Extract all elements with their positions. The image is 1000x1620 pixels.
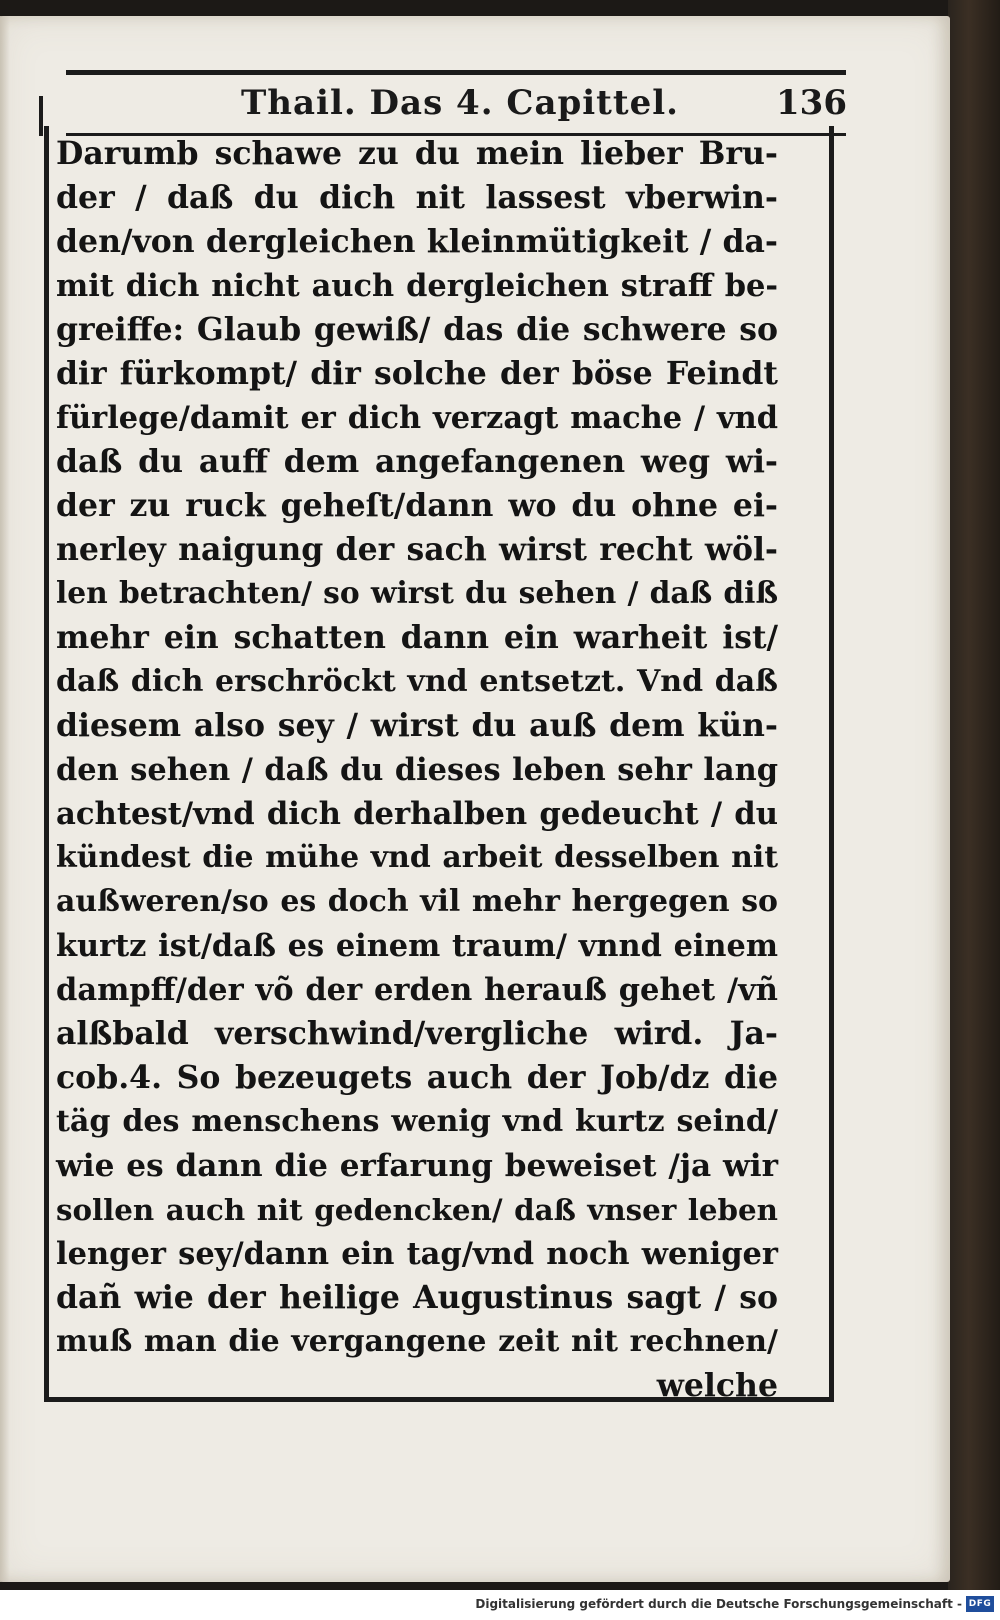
footer-credit-text: Digitalisierung gefördert durch die Deutsche Forschungsgemeinschaft - xyxy=(475,1597,962,1611)
text-line: mit dich nicht auch dergleichen straff be- xyxy=(56,268,778,304)
dfg-logo: DFG xyxy=(966,1596,994,1612)
text-line: Darumb schawe zu du mein lieber Bru- xyxy=(56,135,778,172)
text-line: lenger sey/dann ein tag/vnd noch weniger xyxy=(56,1236,778,1272)
text-line: cob.4. So bezeugets auch der Job/dz die xyxy=(56,1059,778,1096)
text-line: nerley naigung der sach wirst recht wöl- xyxy=(56,531,778,568)
text-line: der zu ruck geheſt/dann wo du ohne ei- xyxy=(56,487,778,524)
text-line: wie es dann die erfarung beweiset /ja wir xyxy=(56,1148,778,1184)
text-line: greiffe: Glaub gewiß/ das die schwere so xyxy=(56,311,778,348)
text-line: muß man die vergangene zeit nit rechnen/ xyxy=(56,1324,778,1359)
text-line: achtest/vnd dich derhalben gedeucht / du xyxy=(56,796,778,832)
text-line: dampff/der võ der erden herauß gehet /vñ xyxy=(56,972,778,1008)
running-head-title: Thail. Das 4. Capittel. xyxy=(241,83,679,123)
text-line: den sehen / daß du dieses leben sehr lang xyxy=(56,752,778,788)
text-line: der / daß du dich nit lassest vberwin- xyxy=(56,179,778,216)
catchword: welche xyxy=(656,1367,778,1404)
text-line: daß du auff dem angefangenen weg wi- xyxy=(56,443,778,480)
text-line: außweren/so es doch vil mehr hergegen so xyxy=(56,884,778,919)
text-line: dir fürkompt/ dir solche der böse Feindt xyxy=(56,355,778,392)
page-edge-shadow xyxy=(0,16,10,1582)
text-line: daß dich erschröckt vnd entsetzt. Vnd daß xyxy=(56,664,778,699)
text-line: täg des menschens wenig vnd kurtz seind/ xyxy=(56,1104,778,1139)
book-spine xyxy=(948,0,1000,1590)
body-text xyxy=(56,132,778,1408)
text-line: alßbald verschwind/vergliche wird. Ja- xyxy=(56,1015,778,1052)
text-line: kündest die mühe vnd arbeit desselben nit xyxy=(56,840,778,875)
text-line: den/von dergleichen kleinmütigkeit / da- xyxy=(56,223,778,260)
text-line: kurtz ist/daß es einem traum/ vnnd einem xyxy=(56,928,778,964)
page-number: 136 xyxy=(776,83,847,123)
text-line: diesem also sey / wirst du auß dem kün- xyxy=(56,707,778,744)
text-line: len betrachten/ so wirst du sehen / daß diß xyxy=(56,576,778,611)
text-line: fürlege/damit er dich verzagt mache / vnd xyxy=(56,400,778,436)
text-line: mehr ein schatten dann ein warheit ist/ xyxy=(56,619,778,656)
text-line: sollen auch nit gedencken/ daß vnser leben xyxy=(56,1192,778,1227)
digitization-footer xyxy=(0,1590,1000,1620)
text-line: dañ wie der heilige Augustinus sagt / so xyxy=(56,1279,778,1316)
